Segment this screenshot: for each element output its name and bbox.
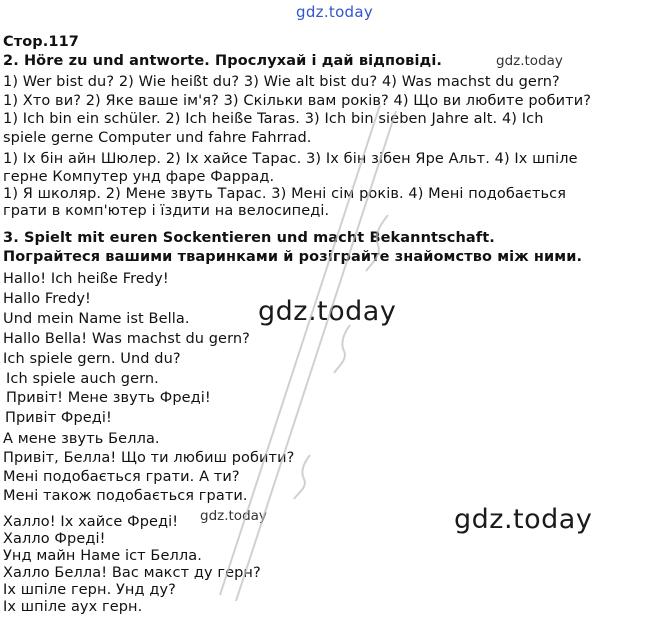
dialogue-line: Мені подобається грати. А ти? [3,469,240,485]
dialogue-line: Мені також подобається грати. [3,488,248,504]
header-watermark: gdz.today [296,3,374,21]
exercise-2-heading: 2. Höre zu und antworte. Прослухай і дай відповіді. [3,53,443,69]
dialogue-line: А мене звуть Белла. [3,431,160,447]
watermark-large: gdz.today [258,296,397,327]
dialogue-line: Халло Фреді! [3,531,106,547]
text-line: герне Компутер унд фаре Фаррад. [3,169,275,185]
dialogue-line: Унд майн Наме іст Белла. [3,548,202,564]
text-line: 1) Ich bin ein schüler. 2) Ich heiße Taras. 3) Ich bin sieben Jahre alt. 4) Ich [3,111,544,127]
watermark-small: gdz.today [200,508,267,524]
dialogue-line: Привіт! Мене звуть Фреді! [6,390,211,406]
text-line: грати в комп'ютер і їздити на велосипеді. [3,203,330,219]
dialogue-line: Und mein Name ist Bella. [3,311,190,327]
dialogue-line: Ich spiele gern. Und du? [3,351,181,367]
dialogue-line: Hallo! Ich heiße Fredy! [3,271,169,287]
dialogue-line: Іх шпіле герн. Унд ду? [3,582,176,598]
text-line: 1) Я школяр. 2) Мене звуть Тарас. 3) Мені сім років. 4) Мені подобається [3,186,567,202]
dialogue-line: Привіт Фреді! [5,410,112,426]
watermark-small: gdz.today [496,53,563,69]
exercise-3-heading: 3. Spielt mit euren Sockentieren und macht Bekanntschaft. [3,230,495,246]
watermark-large: gdz.today [454,504,593,535]
text-line: spiele gerne Computer und fahre Fahrrad. [3,130,312,146]
dialogue-line: Hallo Bella! Was machst du gern? [3,331,250,347]
text-line: 1) Wer bist du? 2) Wie heißt du? 3) Wie alt bist du? 4) Was machst du gern? [3,74,560,90]
dialogue-line: Ich spiele auch gern. [6,371,159,387]
text-line: 1) Іх бін айн Шюлер. 2) Іх хайсе Тарас. 3) Іх бін зібен Яре Альт. 4) Іх шпіле [3,151,578,167]
dialogue-line: Іх шпіле аух герн. [3,599,143,615]
exercise-3-subheading: Пограйтеся вашими тваринками й розіграйте знайомство між ними. [3,249,583,265]
page-label: Стор.117 [3,34,79,50]
dialogue-line: Привіт, Белла! Що ти любиш робити? [3,450,295,466]
dialogue-line: Халло Белла! Вас макст ду герн? [3,565,261,581]
dialogue-line: Халло! Іх хайсе Фреді! [3,514,179,530]
text-line: 1) Хто ви? 2) Яке ваше ім'я? 3) Скільки вам років? 4) Що ви любите робити? [3,93,592,109]
dialogue-line: Hallo Fredy! [3,291,91,307]
